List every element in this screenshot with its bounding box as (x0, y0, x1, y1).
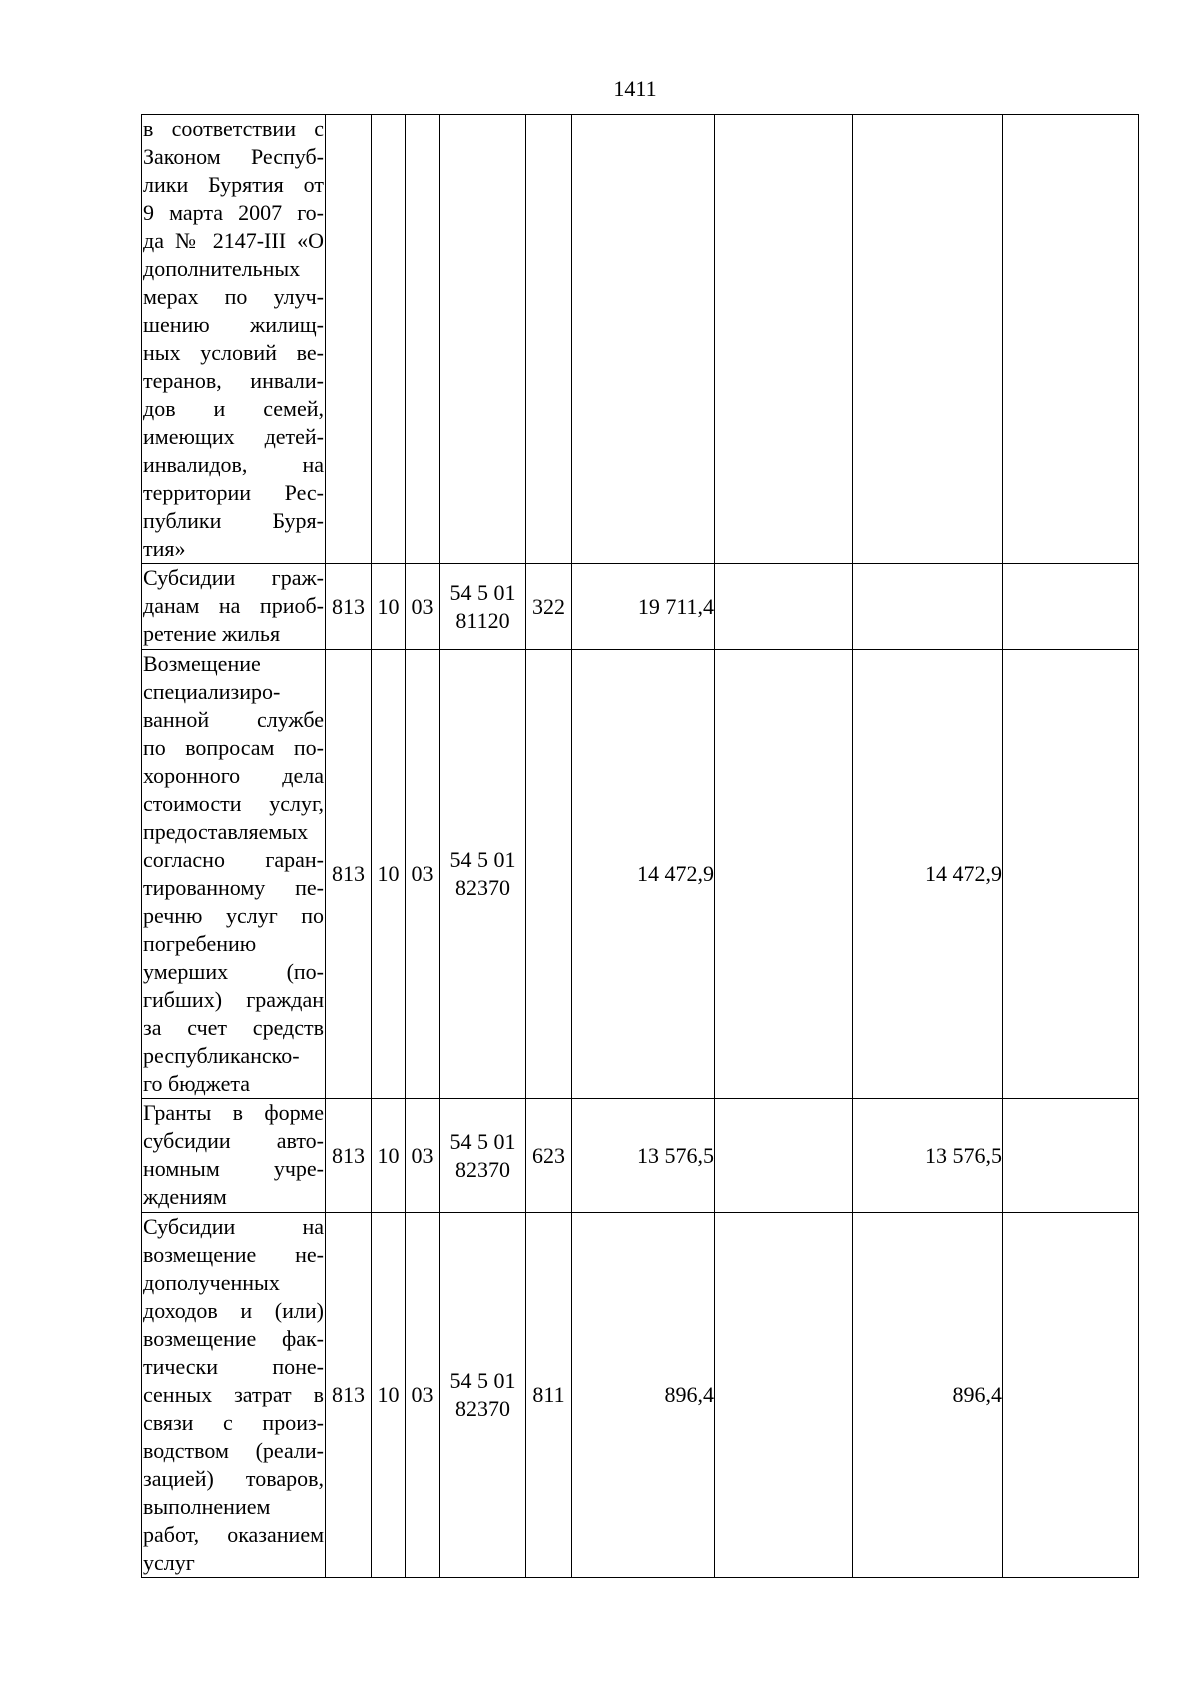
description-line: стоимости услуг, (143, 791, 324, 816)
amount-column-2-cell (715, 115, 853, 564)
description-line: выполнением (143, 1494, 271, 1519)
target-article-line1: 54 5 01 (449, 847, 516, 872)
description-line: территории Рес- (143, 480, 324, 505)
description-line: в соответствии с (143, 116, 324, 141)
description-line: возмещение не- (143, 1242, 324, 1267)
description-line: связи с произ- (143, 1410, 324, 1435)
target-article-line2: 82370 (455, 875, 510, 900)
description-line: да № 2147-III «О (143, 228, 324, 253)
section-code-cell (372, 115, 406, 564)
ministry-code-cell: 813 (326, 1213, 372, 1578)
description-line: за счет средств (143, 1015, 324, 1040)
description-line: специализиро- (143, 679, 281, 704)
target-article-line1: 54 5 01 (449, 1128, 516, 1154)
target-article-cell (440, 564, 526, 650)
amount-column-4-cell (1003, 650, 1139, 1099)
amount-column-4-cell (1003, 1213, 1139, 1578)
section-code-cell: 10 (372, 650, 406, 1099)
row-description (142, 564, 326, 650)
amount-column-3-cell: 13 576,5 (853, 1099, 1003, 1213)
row-description (142, 115, 326, 564)
table-row (142, 1213, 1139, 1578)
subsection-code-cell: 03 (406, 650, 440, 1099)
description-line: тически поне- (143, 1354, 324, 1379)
target-article-line1: 54 5 01 (449, 579, 516, 605)
amount-total-cell: 14 472,9 (572, 650, 715, 1099)
description-line: Возмещение (143, 651, 261, 676)
expense-type-cell: 623 (526, 1099, 572, 1213)
target-article-line2: 82370 (455, 1396, 510, 1421)
budget-table (141, 114, 1139, 1578)
description-line: погребению (143, 931, 257, 956)
amount-column-4-cell (1003, 115, 1139, 564)
amount-column-2-cell (715, 1213, 853, 1578)
description-line: ных условий ве- (143, 340, 324, 365)
amount-column-4-cell (1003, 1099, 1139, 1213)
description-line: по вопросам по- (143, 735, 324, 760)
description-line: инвалидов, на (143, 452, 324, 477)
description-line: сенных затрат в (143, 1382, 324, 1407)
description-line: публики Буря- (143, 508, 324, 533)
target-article-line2: 82370 (455, 1156, 510, 1182)
description-line: водством (реали- (143, 1438, 324, 1463)
subsection-code-cell: 03 (406, 1213, 440, 1578)
row-description (142, 1213, 326, 1578)
description-line: мерах по улуч- (143, 284, 324, 309)
table-row (142, 650, 1139, 1099)
subsection-code-cell: 03 (406, 1099, 440, 1213)
description-line: го бюджета (143, 1071, 251, 1096)
amount-column-3-cell: 14 472,9 (853, 650, 1003, 1099)
ministry-code-cell: 813 (326, 564, 372, 650)
amount-total-cell: 896,4 (572, 1213, 715, 1578)
description-line: республиканско- (143, 1043, 300, 1068)
description-line: ретение жилья (143, 621, 281, 646)
description-line: номным учре- (143, 1156, 324, 1181)
description-line: ждениям (143, 1184, 227, 1209)
table-row (142, 1099, 1139, 1213)
amount-total-cell (572, 115, 715, 564)
description-line: дополученных (143, 1270, 280, 1295)
table-row (142, 564, 1139, 650)
ministry-code-cell (326, 115, 372, 564)
description-line: Законом Респуб- (143, 144, 324, 169)
description-line: ванной службе (143, 707, 324, 732)
description-line: зацией) товаров, (143, 1466, 324, 1491)
target-article-cell (440, 1213, 526, 1578)
description-line: возмещение фак- (143, 1326, 324, 1351)
description-line: умерших (по- (143, 959, 324, 984)
section-code-cell: 10 (372, 1099, 406, 1213)
target-article-cell (440, 650, 526, 1099)
amount-total-cell: 19 711,4 (572, 564, 715, 650)
description-line: имеющих детей- (143, 424, 324, 449)
target-article-line1: 54 5 01 (449, 1368, 516, 1393)
amount-column-4-cell (1003, 564, 1139, 650)
expense-type-cell: 322 (526, 564, 572, 650)
subsection-code-cell (406, 115, 440, 564)
ministry-code-cell: 813 (326, 650, 372, 1099)
description-line: субсидии авто- (143, 1128, 324, 1153)
description-line: шению жилищ- (143, 312, 324, 337)
amount-column-3-cell: 896,4 (853, 1213, 1003, 1578)
description-line: хоронного дела (143, 763, 324, 788)
description-line: теранов, инвали- (143, 368, 324, 393)
expense-type-cell: 811 (526, 1213, 572, 1578)
description-line: Субсидии граж- (143, 565, 324, 590)
description-line: 9 марта 2007 го- (143, 200, 324, 225)
expense-type-cell (526, 115, 572, 564)
description-line: доходов и (или) (143, 1298, 324, 1323)
amount-column-2-cell (715, 1099, 853, 1213)
description-line: гибших) граждан (143, 987, 324, 1012)
description-line: речню услуг по (143, 903, 324, 928)
target-article-line2: 81120 (455, 607, 510, 633)
description-line: Субсидии на (143, 1214, 324, 1239)
description-line: Гранты в форме (143, 1100, 324, 1125)
amount-total-cell: 13 576,5 (572, 1099, 715, 1213)
description-line: услуг (143, 1550, 195, 1575)
amount-column-2-cell (715, 650, 853, 1099)
description-line: лики Бурятия от (143, 172, 324, 197)
description-line: предоставляемых (143, 819, 309, 844)
target-article-cell (440, 115, 526, 564)
page-number: 1411 (613, 76, 657, 101)
subsection-code-cell: 03 (406, 564, 440, 650)
amount-column-3-cell (853, 564, 1003, 650)
description-line: дов и семей, (143, 396, 324, 421)
expense-type-cell (526, 650, 572, 1099)
section-code-cell: 10 (372, 1213, 406, 1578)
row-description (142, 650, 326, 1099)
description-line: тированному пе- (143, 875, 324, 900)
ministry-code-cell: 813 (326, 1099, 372, 1213)
row-description (142, 1099, 326, 1213)
description-line: дополнительных (143, 256, 301, 281)
amount-column-3-cell (853, 115, 1003, 564)
description-line: данам на приоб- (143, 593, 324, 618)
description-line: тия» (143, 536, 186, 561)
section-code-cell: 10 (372, 564, 406, 650)
table-row (142, 115, 1139, 564)
description-line: работ, оказанием (143, 1522, 324, 1547)
target-article-cell (440, 1099, 526, 1213)
description-line: согласно гаран- (143, 847, 324, 872)
amount-column-2-cell (715, 564, 853, 650)
